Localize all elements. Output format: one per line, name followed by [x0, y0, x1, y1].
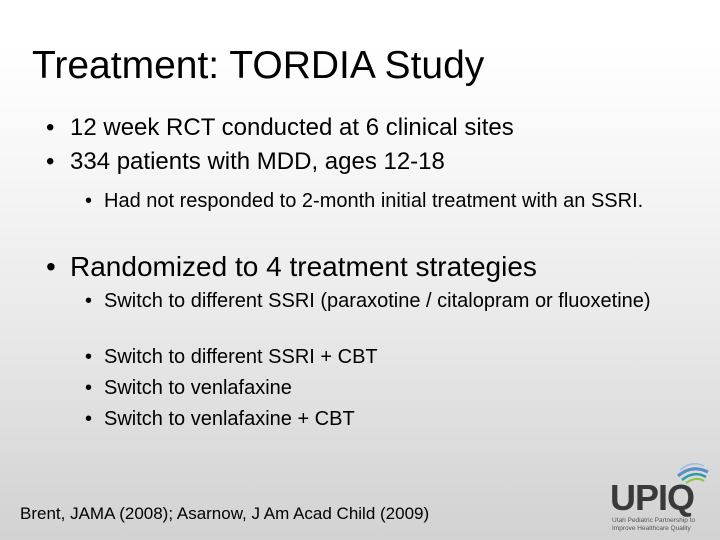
bullet-item: [46, 146, 445, 178]
sub-bullet-item: [85, 189, 695, 213]
bullet-icon: •: [46, 148, 55, 175]
bullet-item: [46, 250, 537, 284]
upiq-logo: [608, 462, 712, 536]
sub-bullet-item: [85, 289, 695, 313]
bullet-text: Randomized to 4 treatment strategies: [70, 251, 537, 282]
bullet-icon: •: [46, 251, 56, 282]
sub-bullet-item: [85, 345, 695, 369]
sub-bullet-item: [85, 407, 695, 431]
citation: Brent, JAMA (2008); Asarnow, J Am Acad Child (2009): [20, 504, 430, 523]
sub-bullet-text: Switch to venlafaxine: [104, 377, 292, 399]
sub-bullet-item: [85, 376, 695, 400]
sub-bullet-text: Had not responded to 2-month initial treatment with an SSRI.: [104, 190, 644, 212]
slide-title: Treatment: TORDIA Study: [32, 44, 485, 87]
logo-tagline-1: Utah Pediatric Partnership to: [612, 517, 696, 524]
bullet-text: 12 week RCT conducted at 6 clinical sites: [70, 114, 514, 141]
sub-bullet-text: Switch to different SSRI + CBT: [104, 346, 378, 368]
sub-bullet-text: Switch to different SSRI (paraxotine / citalopram or fluoxetine): [104, 290, 651, 312]
bullet-item: [46, 112, 514, 144]
bullet-icon: •: [46, 114, 55, 141]
bullet-icon: •: [85, 290, 93, 312]
bullet-icon: •: [85, 408, 93, 430]
bullet-icon: •: [85, 377, 93, 399]
logo-letters: UPIQ: [610, 477, 695, 518]
sub-bullet-text: Switch to venlafaxine + CBT: [104, 408, 355, 430]
bullet-icon: •: [85, 190, 93, 212]
bullet-icon: •: [85, 346, 93, 368]
logo-tagline-2: Improve Healthcare Quality: [612, 525, 691, 532]
bullet-text: 334 patients with MDD, ages 12-18: [70, 148, 445, 175]
